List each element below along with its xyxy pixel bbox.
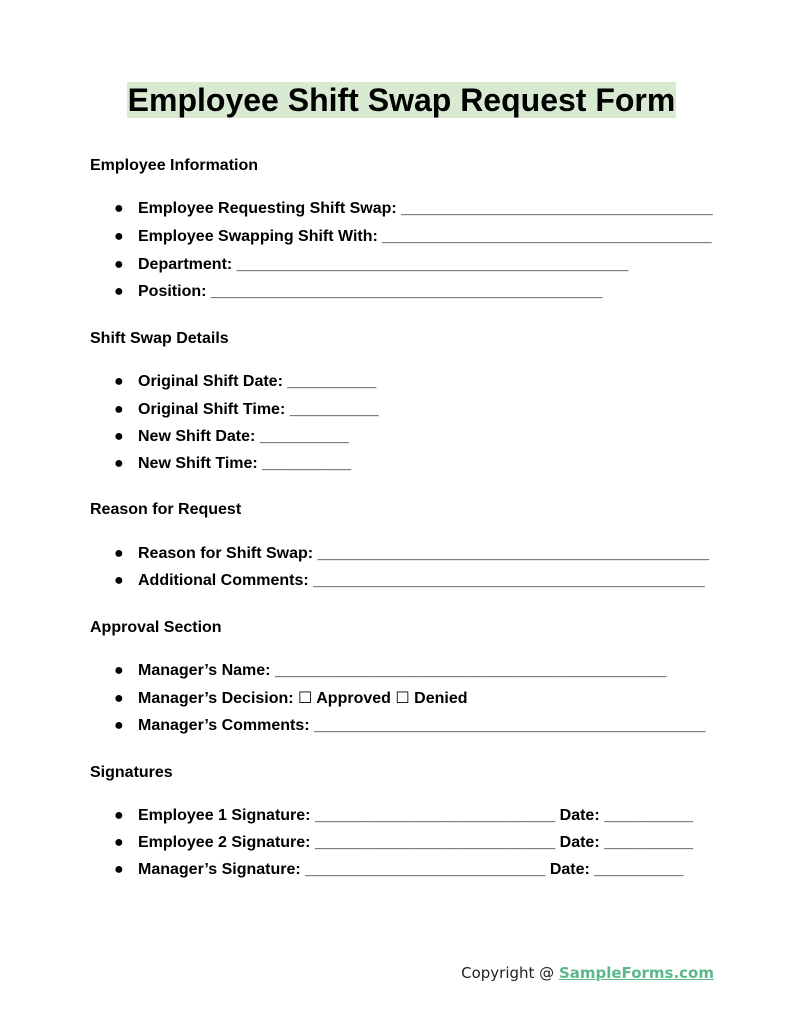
- field-new-shift-time[interactable]: New Shift Time: __________: [138, 455, 352, 472]
- section-shift-swap-details: [90, 329, 730, 474]
- bullet-icon: ●: [114, 256, 124, 273]
- field-employee-2-signature[interactable]: Employee 2 Signature: ___________________________ Date: __________: [138, 834, 694, 851]
- section-heading: Employee Information: [90, 157, 259, 174]
- bullet-icon: ●: [114, 373, 124, 390]
- section-reason-for-request: [90, 500, 730, 591]
- list-item: [90, 454, 730, 474]
- bullet-icon: ●: [114, 690, 124, 707]
- bullet-icon: ●: [114, 545, 124, 562]
- list-item: [90, 199, 730, 219]
- list-item: [90, 427, 730, 447]
- field-new-shift-date[interactable]: New Shift Date: __________: [138, 428, 349, 445]
- field-list: [90, 544, 730, 591]
- copyright-text: Copyright @: [461, 964, 559, 982]
- field-original-shift-date[interactable]: Original Shift Date: __________: [138, 373, 377, 390]
- list-item: [90, 716, 730, 736]
- list-item: [90, 806, 730, 826]
- field-manager-decision[interactable]: Manager’s Decision: ☐ Approved ☐ Denied: [138, 690, 468, 707]
- list-item: [90, 571, 730, 591]
- list-item: [90, 689, 730, 709]
- list-item: [90, 255, 730, 275]
- page-title: Employee Shift Swap Request Form: [127, 82, 676, 118]
- bullet-icon: ●: [114, 662, 124, 679]
- section-heading: Signatures: [90, 764, 173, 781]
- field-manager-comments[interactable]: Manager’s Comments: ____________________________________________: [138, 717, 706, 734]
- list-item: [90, 372, 730, 392]
- field-manager-name[interactable]: Manager’s Name: ____________________________________________: [138, 662, 667, 679]
- list-item: [90, 661, 730, 681]
- field-employee-requesting[interactable]: Employee Requesting Shift Swap: ___________________________________: [138, 200, 713, 217]
- brand-link[interactable]: SampleForms.com: [558, 964, 714, 982]
- footer-copyright: [461, 963, 714, 983]
- bullet-icon: ●: [114, 283, 124, 300]
- field-list: [90, 199, 730, 302]
- section-employee-information: [90, 156, 730, 302]
- bullet-icon: ●: [114, 807, 124, 824]
- field-employee-swapping[interactable]: Employee Swapping Shift With: _____________________________________: [138, 228, 712, 245]
- field-reason-for-shift-swap[interactable]: Reason for Shift Swap: ____________________________________________: [138, 545, 710, 562]
- bullet-icon: ●: [114, 428, 124, 445]
- section-signatures: [90, 763, 730, 880]
- list-item: [90, 400, 730, 420]
- bullet-icon: ●: [114, 228, 124, 245]
- field-department[interactable]: Department: ____________________________________________: [138, 256, 629, 273]
- list-item: [90, 227, 730, 247]
- bullet-icon: ●: [114, 200, 124, 217]
- field-employee-1-signature[interactable]: Employee 1 Signature: ___________________________ Date: __________: [138, 807, 694, 824]
- section-heading: Shift Swap Details: [90, 330, 229, 347]
- field-manager-signature[interactable]: Manager’s Signature: ___________________________ Date: __________: [138, 861, 684, 878]
- bullet-icon: ●: [114, 717, 124, 734]
- field-list: [90, 661, 730, 736]
- section-heading: Reason for Request: [90, 501, 242, 518]
- bullet-icon: ●: [114, 861, 124, 878]
- bullet-icon: ●: [114, 401, 124, 418]
- field-list: [90, 372, 730, 474]
- section-heading: Approval Section: [90, 619, 222, 636]
- list-item: [90, 833, 730, 853]
- list-item: [90, 544, 730, 564]
- field-list: [90, 806, 730, 880]
- bullet-icon: ●: [114, 572, 124, 589]
- title-wrapper: [0, 82, 803, 118]
- bullet-icon: ●: [114, 455, 124, 472]
- field-additional-comments[interactable]: Additional Comments: ____________________________________________: [138, 572, 705, 589]
- bullet-icon: ●: [114, 834, 124, 851]
- list-item: [90, 860, 730, 880]
- list-item: [90, 282, 730, 302]
- field-original-shift-time[interactable]: Original Shift Time: __________: [138, 401, 379, 418]
- field-position[interactable]: Position: ____________________________________________: [138, 283, 603, 300]
- section-approval: [90, 618, 730, 736]
